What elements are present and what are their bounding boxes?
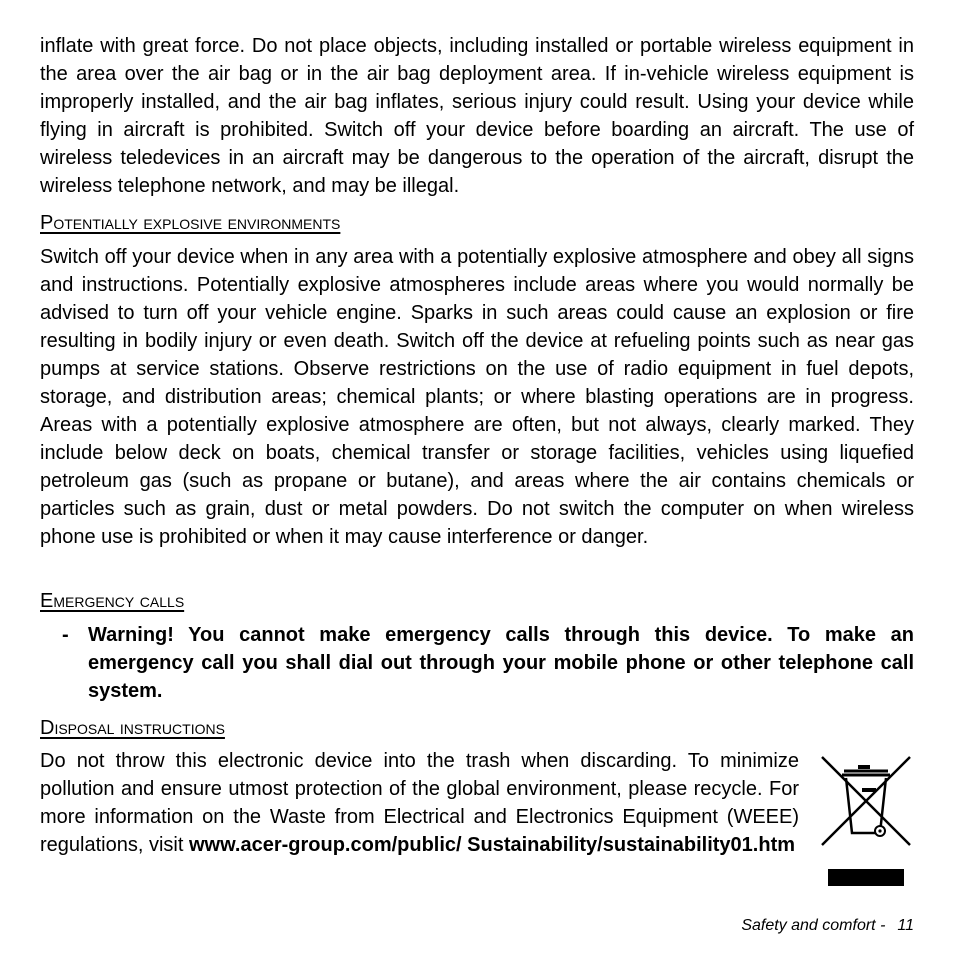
crossed-out-wheelie-bin-icon <box>818 753 914 887</box>
heading-emergency-calls: Emergency calls <box>40 590 185 612</box>
footer-page-number: 11 <box>897 917 914 934</box>
page-footer <box>741 916 914 936</box>
bullet-dash: - <box>62 624 69 646</box>
heading-potentially-explosive-environments: Potentially explosive environments <box>40 212 341 234</box>
intro-paragraph: inflate with great force. Do not place objects, including installed or portable wireless equipment in the area over the air bag or in the air bag deployment area. If in-vehicle wireless equipment is improperly installed, and the air bag inflates, serious injury could result. Using your device while flying in aircraft is prohibited. Switch off your device before boarding an aircraft. The use of wireless teledevices in an aircraft may be dangerous to the operation of the aircraft, disrupt the wireless telephone network, and may be illegal. <box>40 35 914 197</box>
sustainability-url-link[interactable]: www.acer-group.com/public/ Sustainability/sustainability01.htm <box>188 834 796 856</box>
explosive-environments-paragraph: Switch off your device when in any area with a potentially explosive atmosphere and obey all signs and instructions. Potentially explosive atmospheres include areas where you would normally be advised to turn off your vehicle engine. Sparks in such areas could cause an explosion or fire resulting in bodily injury or even death. Switch off the device at refueling points such as near gas pumps at service stations. Observe restrictions on the use of radio equipment in fuel depots, storage, and distribution areas; chemical plants; or where blasting operations are in progress. Areas with a potentially explosive atmosphere are often, but not always, clearly marked. They include below deck on boats, chemical transfer or storage facilities, vehicles using liquefied petroleum gas (such as propane or butane), and areas where the air contains chemicals or particles such as grain, dust or metal powders. Do not switch the computer on when wireless phone use is prohibited or when it may cause interference or danger. <box>40 246 914 548</box>
emergency-warning <box>62 621 914 705</box>
disposal-body-text: Do not throw this electronic device into the trash when discarding. To minimize pollution and ensure utmost protection of the global environment, please recycle. For more information on the Waste from Electrical and Electronics Equipment (WEEE) regulations, visit <box>40 750 799 856</box>
footer-section-title: Safety and comfort - <box>741 917 886 934</box>
disposal-paragraph <box>40 747 799 859</box>
emergency-warning-text: Warning! You cannot make emergency calls through this device. To make an emergency call you shall dial out through your mobile phone or other telephone call system. <box>88 624 914 702</box>
heading-disposal-instructions: Disposal instructions <box>40 717 225 739</box>
